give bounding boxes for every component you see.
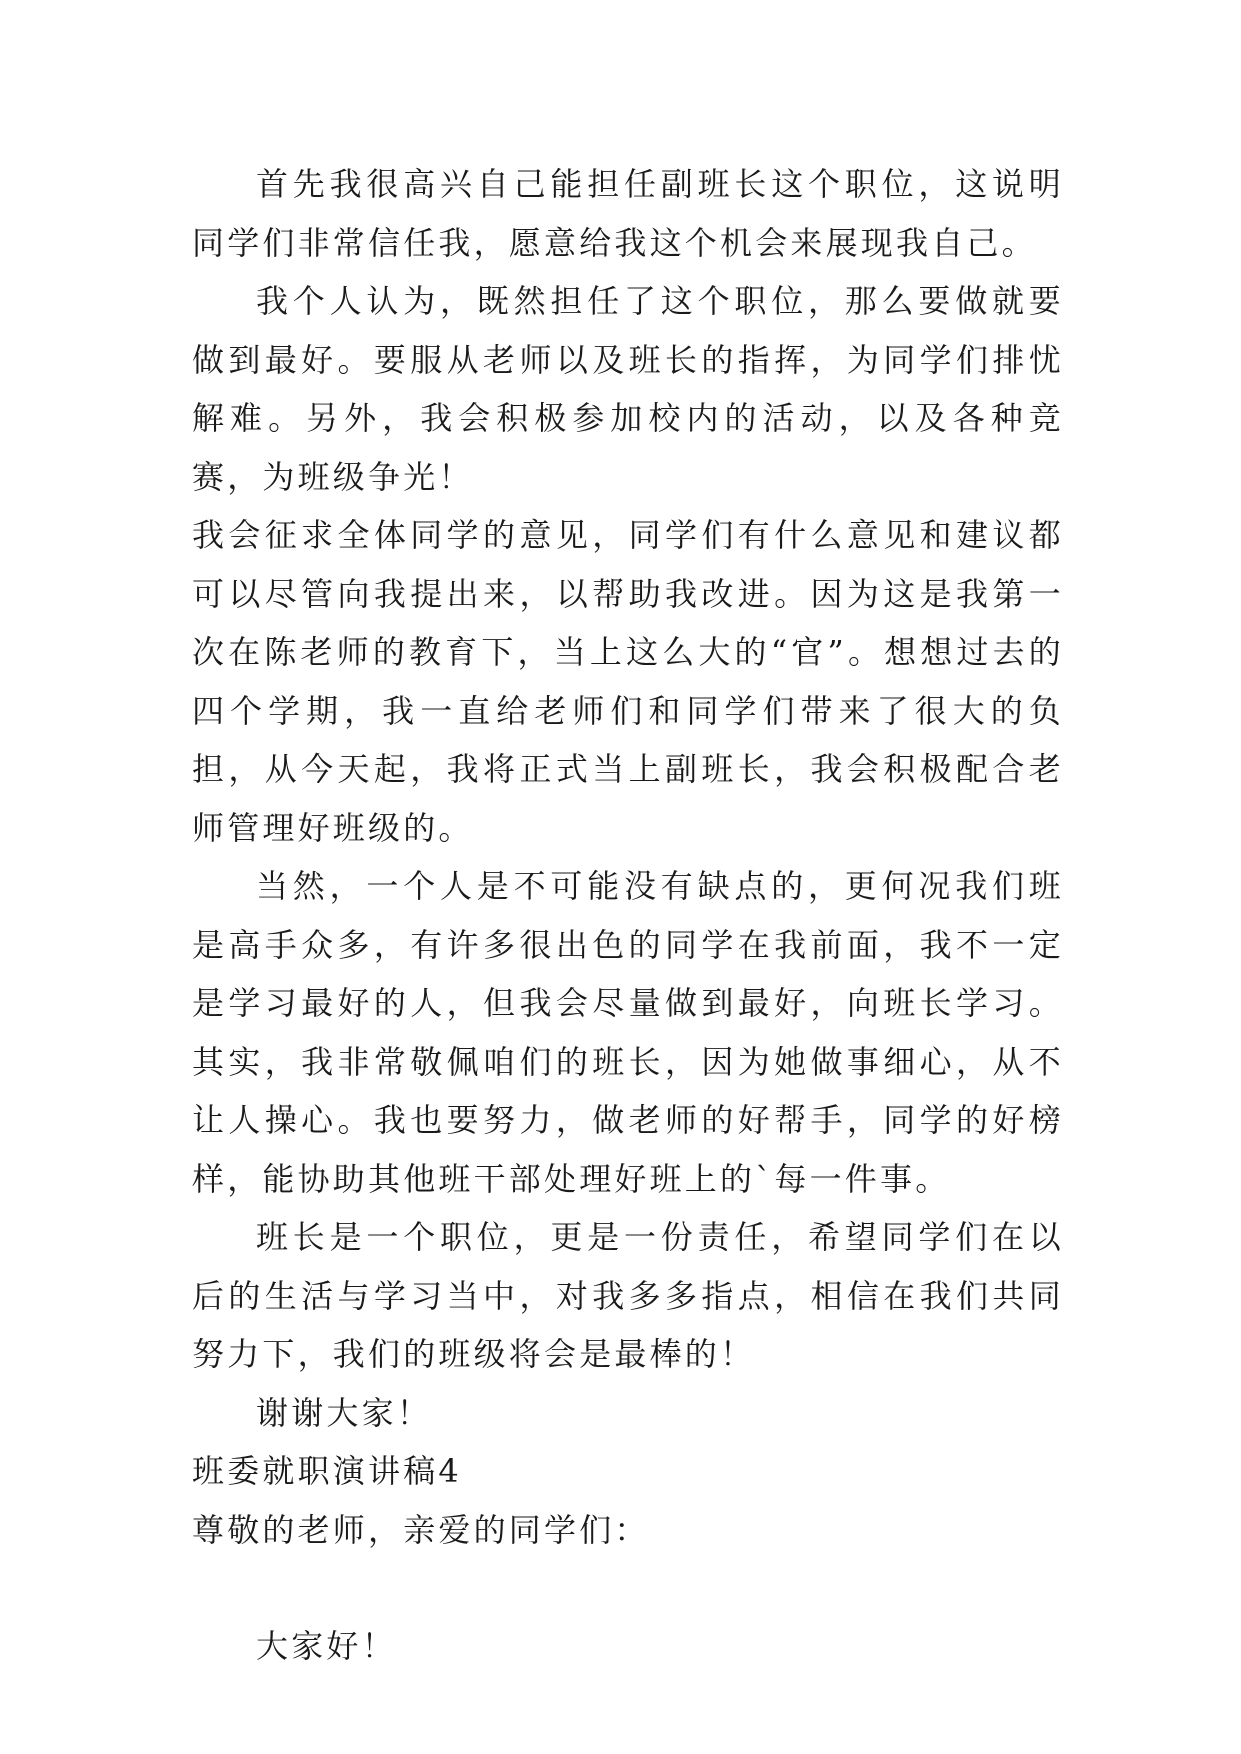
salutation-line: 尊敬的老师，亲爱的同学们：: [192, 1510, 650, 1549]
thanks-line: 谢谢大家！: [256, 1393, 433, 1432]
speech-heading: 班委就职演讲稿4: [192, 1452, 462, 1490]
blank-space: [192, 1559, 1064, 1617]
paragraph-1: 首先我很高兴自己能担任副班长这个职位，这说明同学们非常信任我，愿意给我这个机会来展现我自己。: [192, 165, 1064, 262]
paragraph-2: 我个人认为，既然担任了这个职位，那么要做就要做到最好。要服从老师以及班长的指挥，为同学们排忧解难。另外，我会积极参加校内的活动，以及各种竞赛，为班级争光！: [192, 282, 1064, 496]
document-body: [192, 155, 1064, 1676]
paragraph-5: 班长是一个职位，更是一份责任，希望同学们在以后的生活与学习当中，对我多多指点，相信在我们共同努力下，我们的班级将会是最棒的！: [192, 1218, 1064, 1373]
greeting-line: 大家好！: [256, 1627, 397, 1665]
paragraph-3: 我会征求全体同学的意见，同学们有什么意见和建议都可以尽管向我提出来，以帮助我改进。因为这是我第一次在陈老师的教育下，当上这么大的“官”。想想过去的四个学期，我一直给老师们和同学们带来了很大的负担，从今天起，我将正式当上副班长，我会积极配合老师管理好班级的。: [192, 516, 1064, 847]
paragraph-4: 当然，一个人是不可能没有缺点的，更何况我们班是高手众多，有许多很出色的同学在我前面，我不一定是学习最好的人，但我会尽量做到最好，向班长学习。其实，我非常敬佩咱们的班长，因为她做事细心，从不让人操心。我也要努力，做老师的好帮手，同学的好榜样，能协助其他班干部处理好班上的`每一件事。: [192, 867, 1064, 1198]
